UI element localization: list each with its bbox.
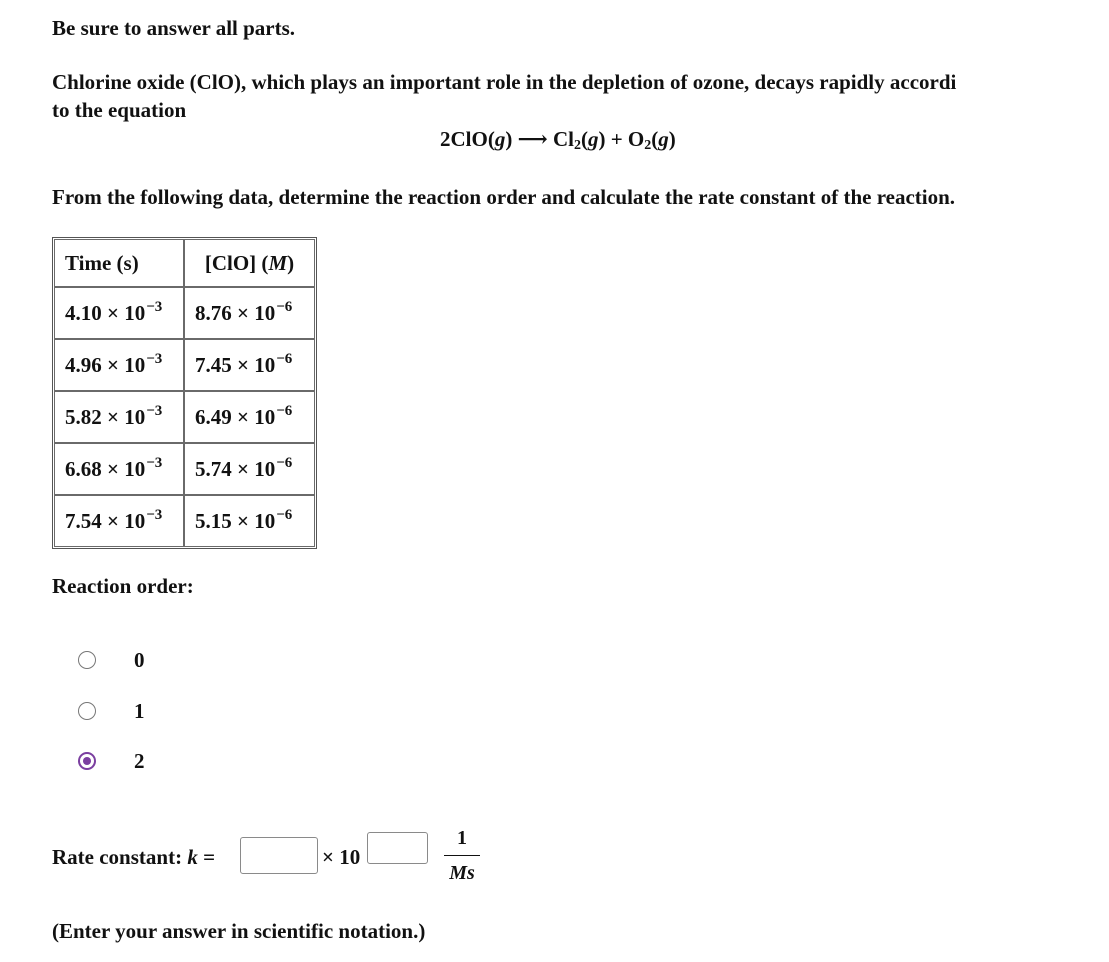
option-label-0: 0: [134, 648, 145, 672]
rate-constant-input[interactable]: [240, 837, 318, 874]
times-ten: × 10: [322, 845, 361, 869]
table-row: [54, 287, 315, 339]
option-label-2: 2: [134, 749, 145, 773]
problem-line-1: Chlorine oxide (ClO), which plays an important role in the depletion of ozone, decays rapidly accordi: [52, 70, 957, 94]
time-cell: $4.96 \times 10^{-3}$: [54, 339, 184, 391]
problem-line-2: to the equation: [52, 98, 187, 122]
data-table: [52, 237, 317, 549]
time-cell: $4.10 \times 10^{-3}$: [54, 287, 184, 339]
header-time: Time (s): [54, 239, 184, 287]
concentration-cell: $7.45 \times 10^{-6}$: [184, 339, 315, 391]
table-body: [54, 287, 315, 547]
reaction-order-label: Reaction order:: [52, 574, 194, 598]
concentration-cell: $6.49 \times 10^{-6}$: [184, 391, 315, 443]
unit-numerator: 1: [457, 827, 467, 849]
time-cell: $6.68 \times 10^{-3}$: [54, 443, 184, 495]
chemical-equation: 2ClO(g) ⟶ $Cl_2(g) + O_2(g)$: [440, 127, 676, 153]
time-cell: $5.82 \times 10^{-3}$: [54, 391, 184, 443]
radio-order-0[interactable]: [78, 651, 96, 669]
reaction-arrow: ⟶: [517, 127, 548, 151]
unit-denominator: Ms: [449, 862, 475, 884]
answer-note: (Enter your answer in scientific notation.): [52, 919, 426, 943]
rate-constant-label: Rate constant: k =: [52, 845, 216, 869]
radio-order-1[interactable]: [78, 702, 96, 720]
header-concentration: [ClO] (M): [184, 239, 315, 287]
concentration-cell: $5.15 \times 10^{-6}$: [184, 495, 315, 547]
concentration-cell: $8.76 \times 10^{-6}$: [184, 287, 315, 339]
time-cell: $7.54 \times 10^{-3}$: [54, 495, 184, 547]
table-header-row: [54, 239, 315, 287]
table-row: [54, 495, 315, 547]
table-row: [54, 339, 315, 391]
table-row: [54, 391, 315, 443]
option-label-1: 1: [134, 699, 145, 723]
instructions: Be sure to answer all parts.: [52, 16, 296, 40]
question-text: From the following data, determine the reaction order and calculate the rate constant of the reaction.: [52, 185, 956, 209]
problem-statement: [52, 68, 1067, 124]
radio-order-2[interactable]: [78, 752, 96, 770]
exponent-input[interactable]: [367, 832, 428, 864]
table-row: [54, 443, 315, 495]
concentration-cell: $5.74 \times 10^{-6}$: [184, 443, 315, 495]
fraction-bar: [444, 855, 480, 856]
